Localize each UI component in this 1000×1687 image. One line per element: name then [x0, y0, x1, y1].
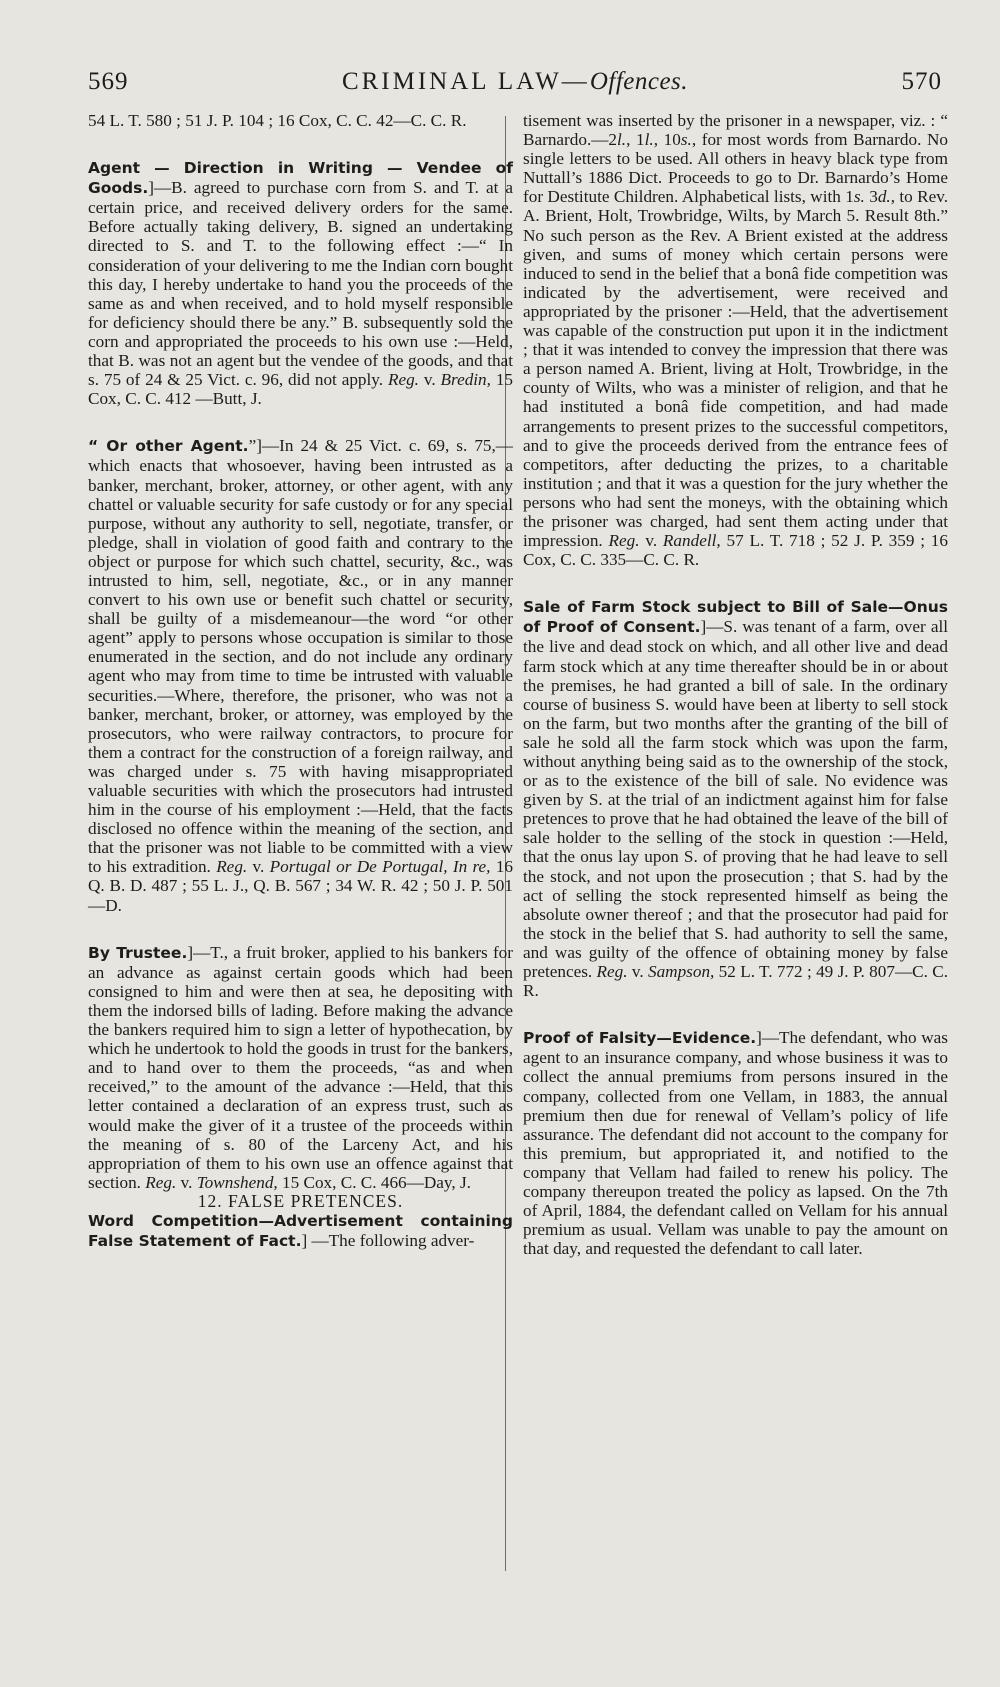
running-title-main: CRIMINAL LAW—: [341, 68, 590, 95]
entry-text: v.: [418, 370, 441, 390]
entry-text: ] —The following adver-: [301, 1231, 475, 1251]
case-name: Townshend,: [196, 1172, 278, 1192]
page-number-right: 570: [901, 68, 942, 95]
entry-word-competition-continued: [523, 111, 948, 569]
entry-heading: Proof of Falsity—Evidence.: [523, 1029, 757, 1048]
entry-text: , 1: [626, 130, 645, 150]
entry-text: 16 Q. B. D. 487 ; 55 L. J., Q. B. 567 ; 34 W. R. 42 ; 50 J. P. 501—D.: [88, 857, 514, 915]
entry-text: , 10: [653, 130, 681, 150]
running-title: [88, 68, 942, 96]
entry-proof-of-falsity: [523, 1028, 948, 1258]
entry-text: 3: [864, 187, 878, 207]
entry-text: ]—T., a fruit broker, applied to his bankers for an advance as against certain goods which had been consigned to him and were then at sea, he depositing with them the indorsed bills of lading. Before making the advance the bankers required him to sign a letter of hypothecation, by which he undertook to hold the goods in trust for the bankers, and to hand over to them the proceeds, “as and when received,” to the amount of the advance :—Held, that this letter contained a declaration of an express trust, such as would make the giver of it a trustee of the proceeds within the meaning of s. 80 of the Larceny Act, and his appropriation of them to his own use an offence against that section.: [88, 942, 513, 1192]
entry-by-trustee: [88, 943, 513, 1192]
entry-text: v.: [639, 531, 663, 551]
entry-text: 57 L. T. 718 ; 52 J. P. 359 ; 16 Cox, C. C. 335—C. C. R.: [523, 531, 948, 570]
entry-text: ]—B. agreed to purchase corn from S. and T. at a certain price, and received delivery orders for the same. Before actually taking delivery, B. signed an undertaking directed to S. and T. to the following effect :—“ In consideration of your delivering to me the Indian corn bought this day, I hereby undertake to hand you the proceeds of the same as and when received, and to hold myself responsible for deficiency should there be any.” B. subsequently sold the corn and appropriated the proceeds to his own use :—Held, that B. was not an agent but the vendee of the goods, and that s. 75 of 24 & 25 Vict. c. 96, did not apply.: [88, 178, 513, 390]
entry-text: , to Rev. A. Brient, Holt, Trowbridge, Wilts, by March 5. Result 8th.” No such person as the Rev. A Brient existed at the address given, and sums of money which certain persons were induced to send in the belief that a bonâ fide competition was indicated by the advertisement, were received and appropriated by the prisoner :—Held, that the advertisement was capable of the construction put upon it in the indictment ; that it was intended to convey the impression that there was a person named A. Brient, living at Holt, Trowbridge, in the county of Wilts, who was a minister of religion, and that he had instituted a bonâ fide competition, and had made arrangements to present prizes to the successful competitors, and to give the proceeds derived from the entrance fees of competitors, after deducting the prizes, to a charitable institution ; and that it was a question for the jury whether the persons who had sent the moneys, with the obtaining which the prisoner was charged, had sent them acting under that impression.: [523, 187, 948, 551]
entry-heading: Sale of Farm Stock subject to Bill of Sale—Onus of Proof of Consent.: [523, 598, 948, 637]
page-number-left: 569: [88, 68, 129, 95]
case-name: Reg.: [145, 1172, 177, 1192]
citation-continued: 54 L. T. 580 ; 51 J. P. 104 ; 16 Cox, C. C. 42—C. C. R.: [88, 111, 467, 130]
currency-unit: s.: [680, 130, 692, 150]
currency-unit: l.: [617, 130, 627, 150]
entry-sale-of-farm-stock: [523, 597, 948, 1000]
case-name: Reg.: [387, 370, 419, 390]
entry-text: ”]—In 24 & 25 Vict. c. 69, s. 75,—which enacts that whosoever, having been intrusted as a banker, merchant, broker, attorney, or other agent, with any chattel or valuable security for safe custody or for any special purpose, without any authority to sell, negotiate, transfer, or pledge, shall in violation of good faith and contrary to the object or purpose for which such chattel, security, &c., was intrusted to him, sell, negotiate, &c., or in any manner convert to his own use or benefit such chattel or security, shall be guilty of a misdemeanour—the word “or other agent” apply to persons whose occupation is similar to those enumerated in the section, and do not include any ordinary agent who may from time to time be intrusted with valuable securities.—Where, therefore, the prisoner, who was not a banker, merchant, broker, or attorney, was employed by the prosecutors, who were railway contractors, to procure for them a contract for the construction of a foreign railway, and was charged under s. 75 with having misappropriated valuable securities with which the prosecutors had intrusted him in the course of his employment :—Held, that the facts disclosed no offence within the meaning of the section, and that the prisoner was not liable to be committed with a view to his extradition.: [88, 436, 513, 877]
entry-text: v.: [176, 1172, 197, 1192]
entry-text: 15 Cox, C. C. 466—Day, J.: [277, 1172, 471, 1192]
case-name: Reg.: [596, 962, 628, 982]
entry-agent-direction: [88, 158, 513, 408]
case-name: Portugal or De Portugal, In re,: [269, 857, 491, 877]
running-title-italic: Offences.: [589, 68, 689, 95]
entry-word-competition: [88, 1211, 513, 1251]
case-name: Reg.: [216, 857, 248, 877]
entry-text: ]—S. was tenant of a farm, over all the live and dead stock on which, and all other live and dead farm stock which at any time thereafter should be in or about the premises, he had granted a bill of sale. In the ordinary course of business S. would have been at liberty to sell stock on the farm, but two months after the granting of the bill of sale he sold all the farm stock which was upon the farm, without anything being said as to the ownership of the stock, or as to the existence of the bill of sale. No evidence was given by S. at the trial of an indictment against him for false pretences to prove that he had obtained the leave of the bill of sale holder to the selling of the stock in question :—Held, that the onus lay upon S. of proving that he had leave to sell the stock, and not upon the prosecution ; that S. had by the act of selling the stock represented himself as being the absolute owner thereof ; and that the prosecutor had paid for the stock in the belief that S. had authority to sell the same, and was guilty of the offence of obtaining money by false pretences.: [523, 617, 948, 982]
case-name: Reg.: [608, 531, 640, 551]
entry-text: tisement was inserted by the prisoner in a newspaper, viz. : “ Barnardo.—2: [523, 111, 948, 150]
entry-or-other-agent: [88, 436, 513, 914]
currency-unit: l.: [644, 130, 654, 150]
page-header: [88, 68, 942, 102]
entry-text: v.: [627, 962, 648, 982]
currency-unit: s.: [853, 187, 865, 207]
left-column: [88, 111, 513, 1251]
entry-text: , for most words from Barnardo. No single letters to be used. All others in heavy black type from Nuttall’s 1886 Dict. Proceeds to go to Dr. Barnardo’s Home for Destitute Children. Alphabetical lists, with 1: [523, 130, 948, 207]
entry-heading: Word Competition—Advertisement containing False Statement of Fact.: [88, 1211, 513, 1251]
case-name: Bredin,: [440, 370, 491, 390]
section-heading: 12. FALSE PRETENCES.: [197, 1190, 404, 1211]
entry-heading: Agent — Direction in Writing — Vendee of Goods.: [88, 159, 513, 198]
right-column: [523, 111, 948, 1258]
entry-text: 52 L. T. 772 ; 49 J. P. 807—C. C. R.: [523, 962, 948, 1001]
case-name: Randell,: [662, 531, 721, 551]
entry-heading: “ Or other Agent.: [88, 437, 249, 456]
entry-text: ]—The defendant, who was agent to an insurance company, and whose business it was to collect the annual premiums from persons insured in the company, collected from one Vellam, in 1883, the annual premium then due for renewal of Vellam’s policy of life assurance. The defendant did not account to the company for this premium, but appropriated it, and notified to the company that Vellam had failed to renew his policy. The company thereupon treated the policy as lapsed. On the 7th of April, 1884, the defendant called on Vellam for his annual premium as usual. Vellam was unable to pay the amount on that day, and requested the defendant to call later.: [523, 1028, 948, 1259]
entry-text: v.: [247, 857, 270, 877]
case-name: Sampson,: [647, 962, 715, 982]
entry-text: 15 Cox, C. C. 412 —Butt, J.: [88, 370, 514, 409]
currency-unit: d.: [877, 187, 891, 207]
entry-heading: By Trustee.: [88, 943, 188, 962]
